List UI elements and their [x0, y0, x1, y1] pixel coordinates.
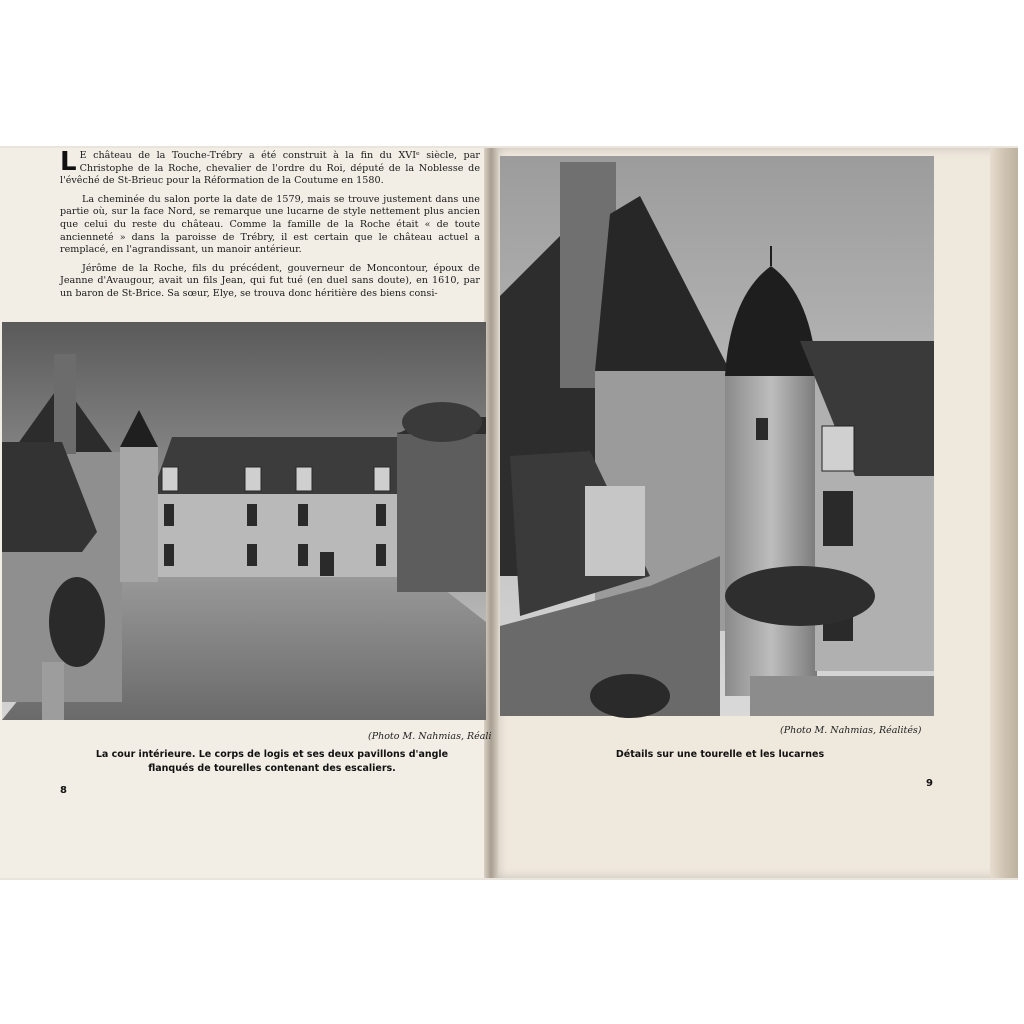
page-number-right: 9	[926, 778, 933, 789]
caption-left-line-1: La cour intérieure. Le corps de logis et ses deux pavillons d'angle	[95, 749, 449, 760]
caption-left-line-2: flanqués de tourelles contenant des escaliers.	[148, 763, 396, 774]
drop-cap: L	[60, 147, 77, 177]
book-gutter	[484, 148, 498, 878]
caption-left	[92, 748, 452, 776]
photo-credit-left: (Photo M. Nahmias, Réali	[368, 731, 492, 742]
paragraph-3: Jérôme de la Roche, fils du précédent, gouverneur de Moncontour, époux de Jeanne d'Avaugour, avait un fils Jean, qui fut tué (en duel sans doute), en 1610, par un baron de St-Brice. Sa sœur, Elye, se trouva donc héritière des biens consi-	[60, 262, 480, 299]
body-text	[60, 147, 480, 299]
page-number-left: 8	[60, 785, 67, 796]
caption-right: Détails sur une tourelle et les lucarnes	[615, 749, 825, 760]
turret-photo	[500, 156, 934, 716]
paragraph-1-text: E château de la Touche-Trébry a été construit à la fin du XVIᵉ siècle, par Christophe de la Roche, chevalier de l'ordre du Roi, député de la Noblesse de l'évêché de St-Brieuc pour la Réformation de la Coutume en 1580.	[60, 150, 480, 187]
page-edges	[990, 148, 1018, 878]
paragraph-1	[60, 147, 480, 188]
courtyard-photo	[2, 322, 486, 720]
paragraph-2: La cheminée du salon porte la date de 1579, mais se trouve justement dans une partie où, sur la face Nord, se remarque une lucarne de style nettement plus ancien que celui du reste du château. Comme la famille de la Roche était « de toute ancienneté » dans la paroisse de Trébry, il est certain que le château actuel a remplacé, en l'agrandissant, un manoir antérieur.	[60, 193, 480, 256]
photo-credit-right: (Photo M. Nahmias, Réalités)	[780, 725, 922, 736]
